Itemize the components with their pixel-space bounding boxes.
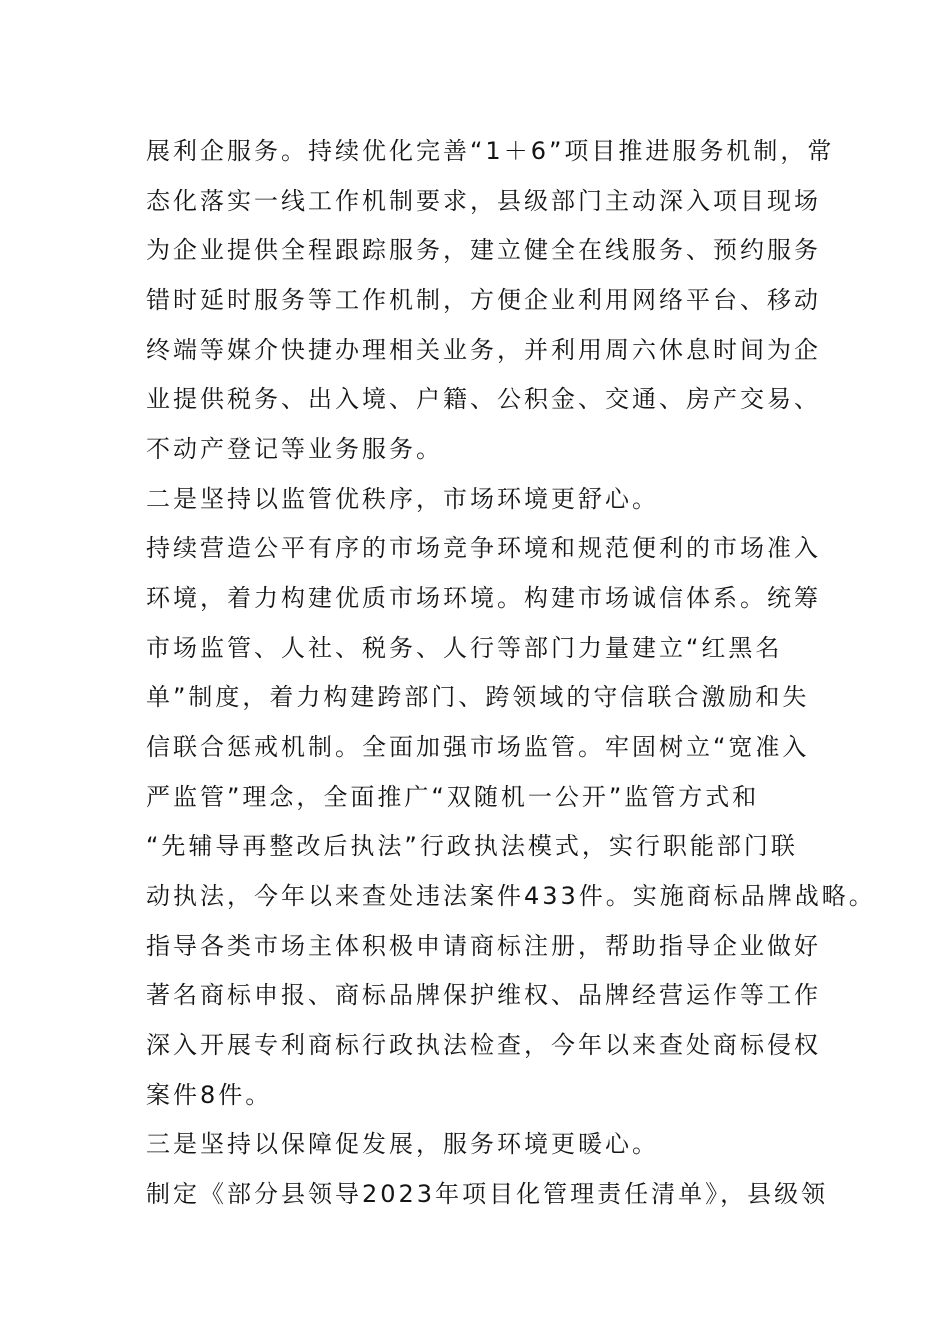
paragraph-line: 环境，着力构建优质市场环境。构建市场诚信体系。统筹 <box>146 584 821 612</box>
paragraph-line: 持续营造公平有序的市场竞争环境和规范便利的市场准入 <box>146 534 821 562</box>
paragraph-line: 动执法，今年以来查处违法案件433件。实施商标品牌战略。 <box>146 882 876 910</box>
paragraph-line: 终端等媒介快捷办理相关业务，并利用周六休息时间为企 <box>146 336 821 364</box>
paragraph-line: 态化落实一线工作机制要求，县级部门主动深入项目现场 <box>146 187 821 215</box>
paragraph-line: 制定《部分县领导2023年项目化管理责任清单》，县级领 <box>146 1180 829 1208</box>
paragraph-line: 信联合惩戒机制。全面加强市场监管。牢固树立“宽准入 <box>146 733 810 761</box>
paragraph-line: “先辅导再整改后执法”行政执法模式，实行职能部门联 <box>146 832 798 860</box>
section-heading: 二是坚持以监管优秩序，市场环境更舒心。 <box>146 485 659 513</box>
paragraph-line: 业提供税务、出入境、户籍、公积金、交通、房产交易、 <box>146 385 821 413</box>
paragraph-line: 严监管”理念，全面推广“双随机一公开”监管方式和 <box>146 783 760 811</box>
paragraph-line: 深入开展专利商标行政执法检查，今年以来查处商标侵权 <box>146 1031 821 1059</box>
paragraph-line: 不动产登记等业务服务。 <box>146 435 443 463</box>
paragraph-line: 著名商标申报、商标品牌保护维权、品牌经营运作等工作 <box>146 981 821 1009</box>
paragraph-line: 展利企服务。持续优化完善“1＋6”项目推进服务机制，常 <box>146 137 835 165</box>
paragraph-line: 指导各类市场主体积极申请商标注册，帮助指导企业做好 <box>146 932 821 960</box>
section-heading: 三是坚持以保障促发展，服务环境更暖心。 <box>146 1130 659 1158</box>
paragraph-line: 案件8件。 <box>146 1081 273 1109</box>
paragraph-line: 错时延时服务等工作机制，方便企业利用网络平台、移动 <box>146 286 821 314</box>
paragraph-line: 市场监管、人社、税务、人行等部门力量建立“红黑名 <box>146 634 783 662</box>
paragraph-line: 单”制度，着力构建跨部门、跨领域的守信联合激励和失 <box>146 683 810 711</box>
paragraph-line: 为企业提供全程跟踪服务，建立健全在线服务、预约服务 <box>146 236 821 264</box>
